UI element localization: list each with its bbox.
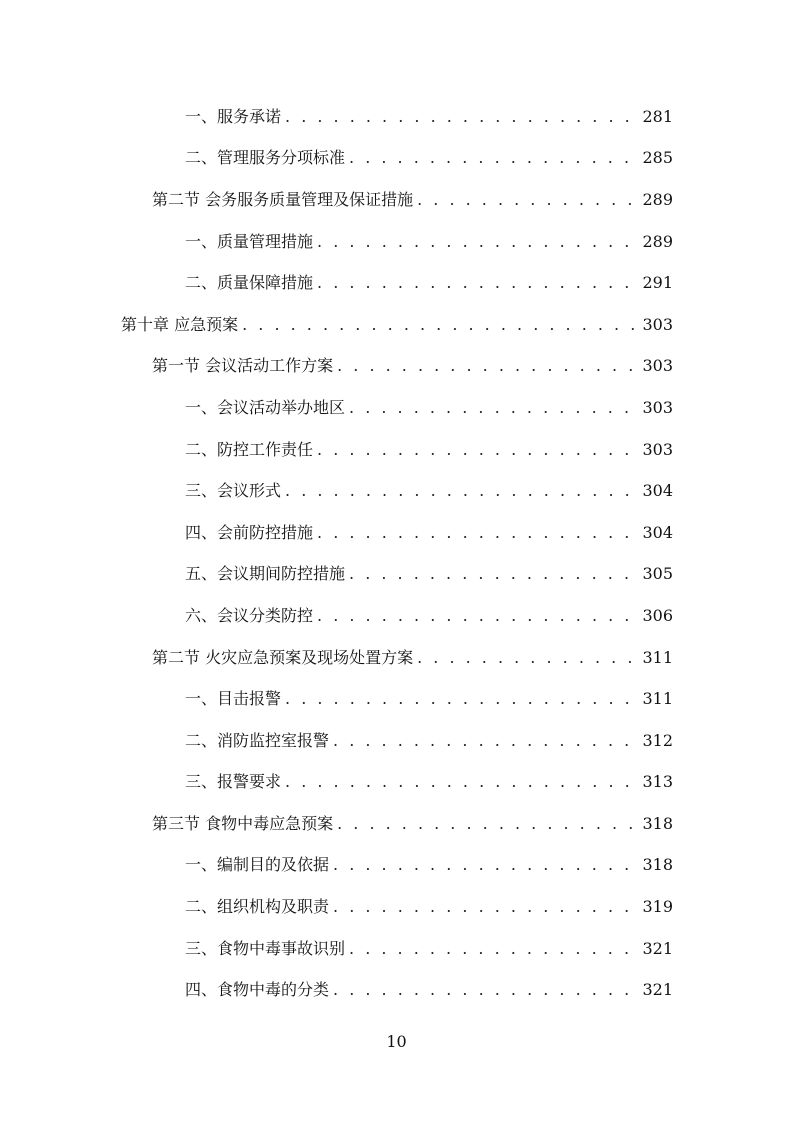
toc-entry-label: 二、组织机构及职责 bbox=[185, 897, 330, 917]
toc-entry[interactable] bbox=[0, 637, 793, 679]
dot-leader bbox=[285, 689, 640, 709]
toc-entry-page: 303 bbox=[642, 356, 673, 376]
toc-entry-label: 一、会议活动举办地区 bbox=[185, 397, 346, 417]
dot-leader bbox=[417, 190, 640, 210]
toc-entry-label: 六、会议分类防控 bbox=[185, 605, 314, 625]
dot-leader bbox=[333, 980, 640, 1000]
toc-entry-label: 三、会议形式 bbox=[185, 481, 282, 501]
toc-entry-page: 281 bbox=[642, 106, 673, 126]
toc-entry[interactable] bbox=[0, 554, 793, 596]
toc-entry[interactable] bbox=[0, 762, 793, 804]
toc-entry-page: 285 bbox=[642, 148, 673, 168]
toc-entry-page: 306 bbox=[642, 605, 673, 625]
toc-entry-label: 二、防控工作责任 bbox=[185, 439, 314, 459]
dot-leader bbox=[285, 481, 640, 501]
toc-entry-page: 318 bbox=[642, 813, 673, 833]
dot-leader bbox=[337, 814, 640, 834]
dot-leader bbox=[349, 148, 640, 168]
toc-entry-label: 第一节 会议活动工作方案 bbox=[152, 356, 334, 376]
toc-entry-label: 第三节 食物中毒应急预案 bbox=[152, 813, 334, 833]
toc-entry[interactable] bbox=[0, 387, 793, 429]
toc-entry[interactable] bbox=[0, 304, 793, 346]
toc-entry[interactable] bbox=[0, 262, 793, 304]
dot-leader bbox=[337, 356, 640, 376]
toc-entry-page: 303 bbox=[642, 397, 673, 417]
toc-entry-label: 五、会议期间防控措施 bbox=[185, 564, 346, 584]
toc-entry-page: 312 bbox=[642, 730, 673, 750]
toc-entry-page: 289 bbox=[642, 189, 673, 209]
toc-entry-label: 四、食物中毒的分类 bbox=[185, 980, 330, 1000]
dot-leader bbox=[317, 440, 640, 460]
toc-entry-page: 321 bbox=[642, 938, 673, 958]
toc-entry[interactable] bbox=[0, 595, 793, 637]
toc-entry-page: 311 bbox=[642, 689, 673, 709]
toc-entry-label: 一、质量管理措施 bbox=[185, 231, 314, 251]
dot-leader bbox=[349, 939, 640, 959]
toc-entry-label: 一、服务承诺 bbox=[185, 106, 282, 126]
toc-entry[interactable] bbox=[0, 429, 793, 471]
toc-entry[interactable] bbox=[0, 512, 793, 554]
toc-entry-page: 303 bbox=[642, 314, 673, 334]
toc-entry-page: 321 bbox=[642, 980, 673, 1000]
toc-entry[interactable] bbox=[0, 969, 793, 1011]
toc-entry-page: 305 bbox=[642, 564, 673, 584]
toc-entry-label: 第二节 会务服务质量管理及保证措施 bbox=[152, 189, 414, 209]
toc-entry-label: 二、质量保障措施 bbox=[185, 273, 314, 293]
toc-entry-label: 第二节 火灾应急预案及现场处置方案 bbox=[152, 647, 414, 667]
dot-leader bbox=[317, 232, 640, 252]
toc-entry-label: 二、消防监控室报警 bbox=[185, 730, 330, 750]
dot-leader bbox=[285, 772, 640, 792]
toc-entry-page: 319 bbox=[642, 897, 673, 917]
toc-entry-page: 311 bbox=[642, 647, 673, 667]
toc-entry-page: 291 bbox=[642, 273, 673, 293]
dot-leader bbox=[333, 897, 640, 917]
toc-entry[interactable] bbox=[0, 346, 793, 388]
toc-entry-label: 一、编制目的及依据 bbox=[185, 855, 330, 875]
dot-leader bbox=[349, 564, 640, 584]
toc-entry[interactable] bbox=[0, 720, 793, 762]
toc-entry[interactable] bbox=[0, 928, 793, 970]
toc-entry-label: 三、报警要求 bbox=[185, 772, 282, 792]
toc-entry[interactable] bbox=[0, 886, 793, 928]
toc-entry-page: 303 bbox=[642, 439, 673, 459]
toc-entry-label: 四、会前防控措施 bbox=[185, 522, 314, 542]
dot-leader bbox=[333, 731, 640, 751]
toc-entry-page: 318 bbox=[642, 855, 673, 875]
toc-entry[interactable] bbox=[0, 96, 793, 138]
toc-entry-label: 三、食物中毒事故识别 bbox=[185, 938, 346, 958]
toc-entry-label: 第十章 应急预案 bbox=[121, 314, 239, 334]
toc-entry[interactable] bbox=[0, 678, 793, 720]
toc-entry-label: 一、目击报警 bbox=[185, 689, 282, 709]
toc-entry[interactable] bbox=[0, 803, 793, 845]
toc-entry-page: 289 bbox=[642, 231, 673, 251]
page-number: 10 bbox=[386, 1032, 407, 1051]
dot-leader bbox=[349, 398, 640, 418]
toc-entry-page: 304 bbox=[642, 522, 673, 542]
toc-entry[interactable] bbox=[0, 845, 793, 887]
dot-leader bbox=[285, 107, 640, 127]
toc-entry[interactable] bbox=[0, 179, 793, 221]
dot-leader bbox=[317, 273, 640, 293]
toc-entry[interactable] bbox=[0, 221, 793, 263]
dot-leader bbox=[242, 315, 640, 335]
toc-entry-page: 304 bbox=[642, 481, 673, 501]
dot-leader bbox=[317, 523, 640, 543]
dot-leader bbox=[317, 606, 640, 626]
dot-leader bbox=[333, 855, 640, 875]
table-of-contents bbox=[0, 96, 793, 1011]
toc-entry-page: 313 bbox=[642, 772, 673, 792]
toc-entry-label: 二、管理服务分项标准 bbox=[185, 148, 346, 168]
dot-leader bbox=[417, 648, 640, 668]
toc-entry[interactable] bbox=[0, 138, 793, 180]
toc-entry[interactable] bbox=[0, 470, 793, 512]
